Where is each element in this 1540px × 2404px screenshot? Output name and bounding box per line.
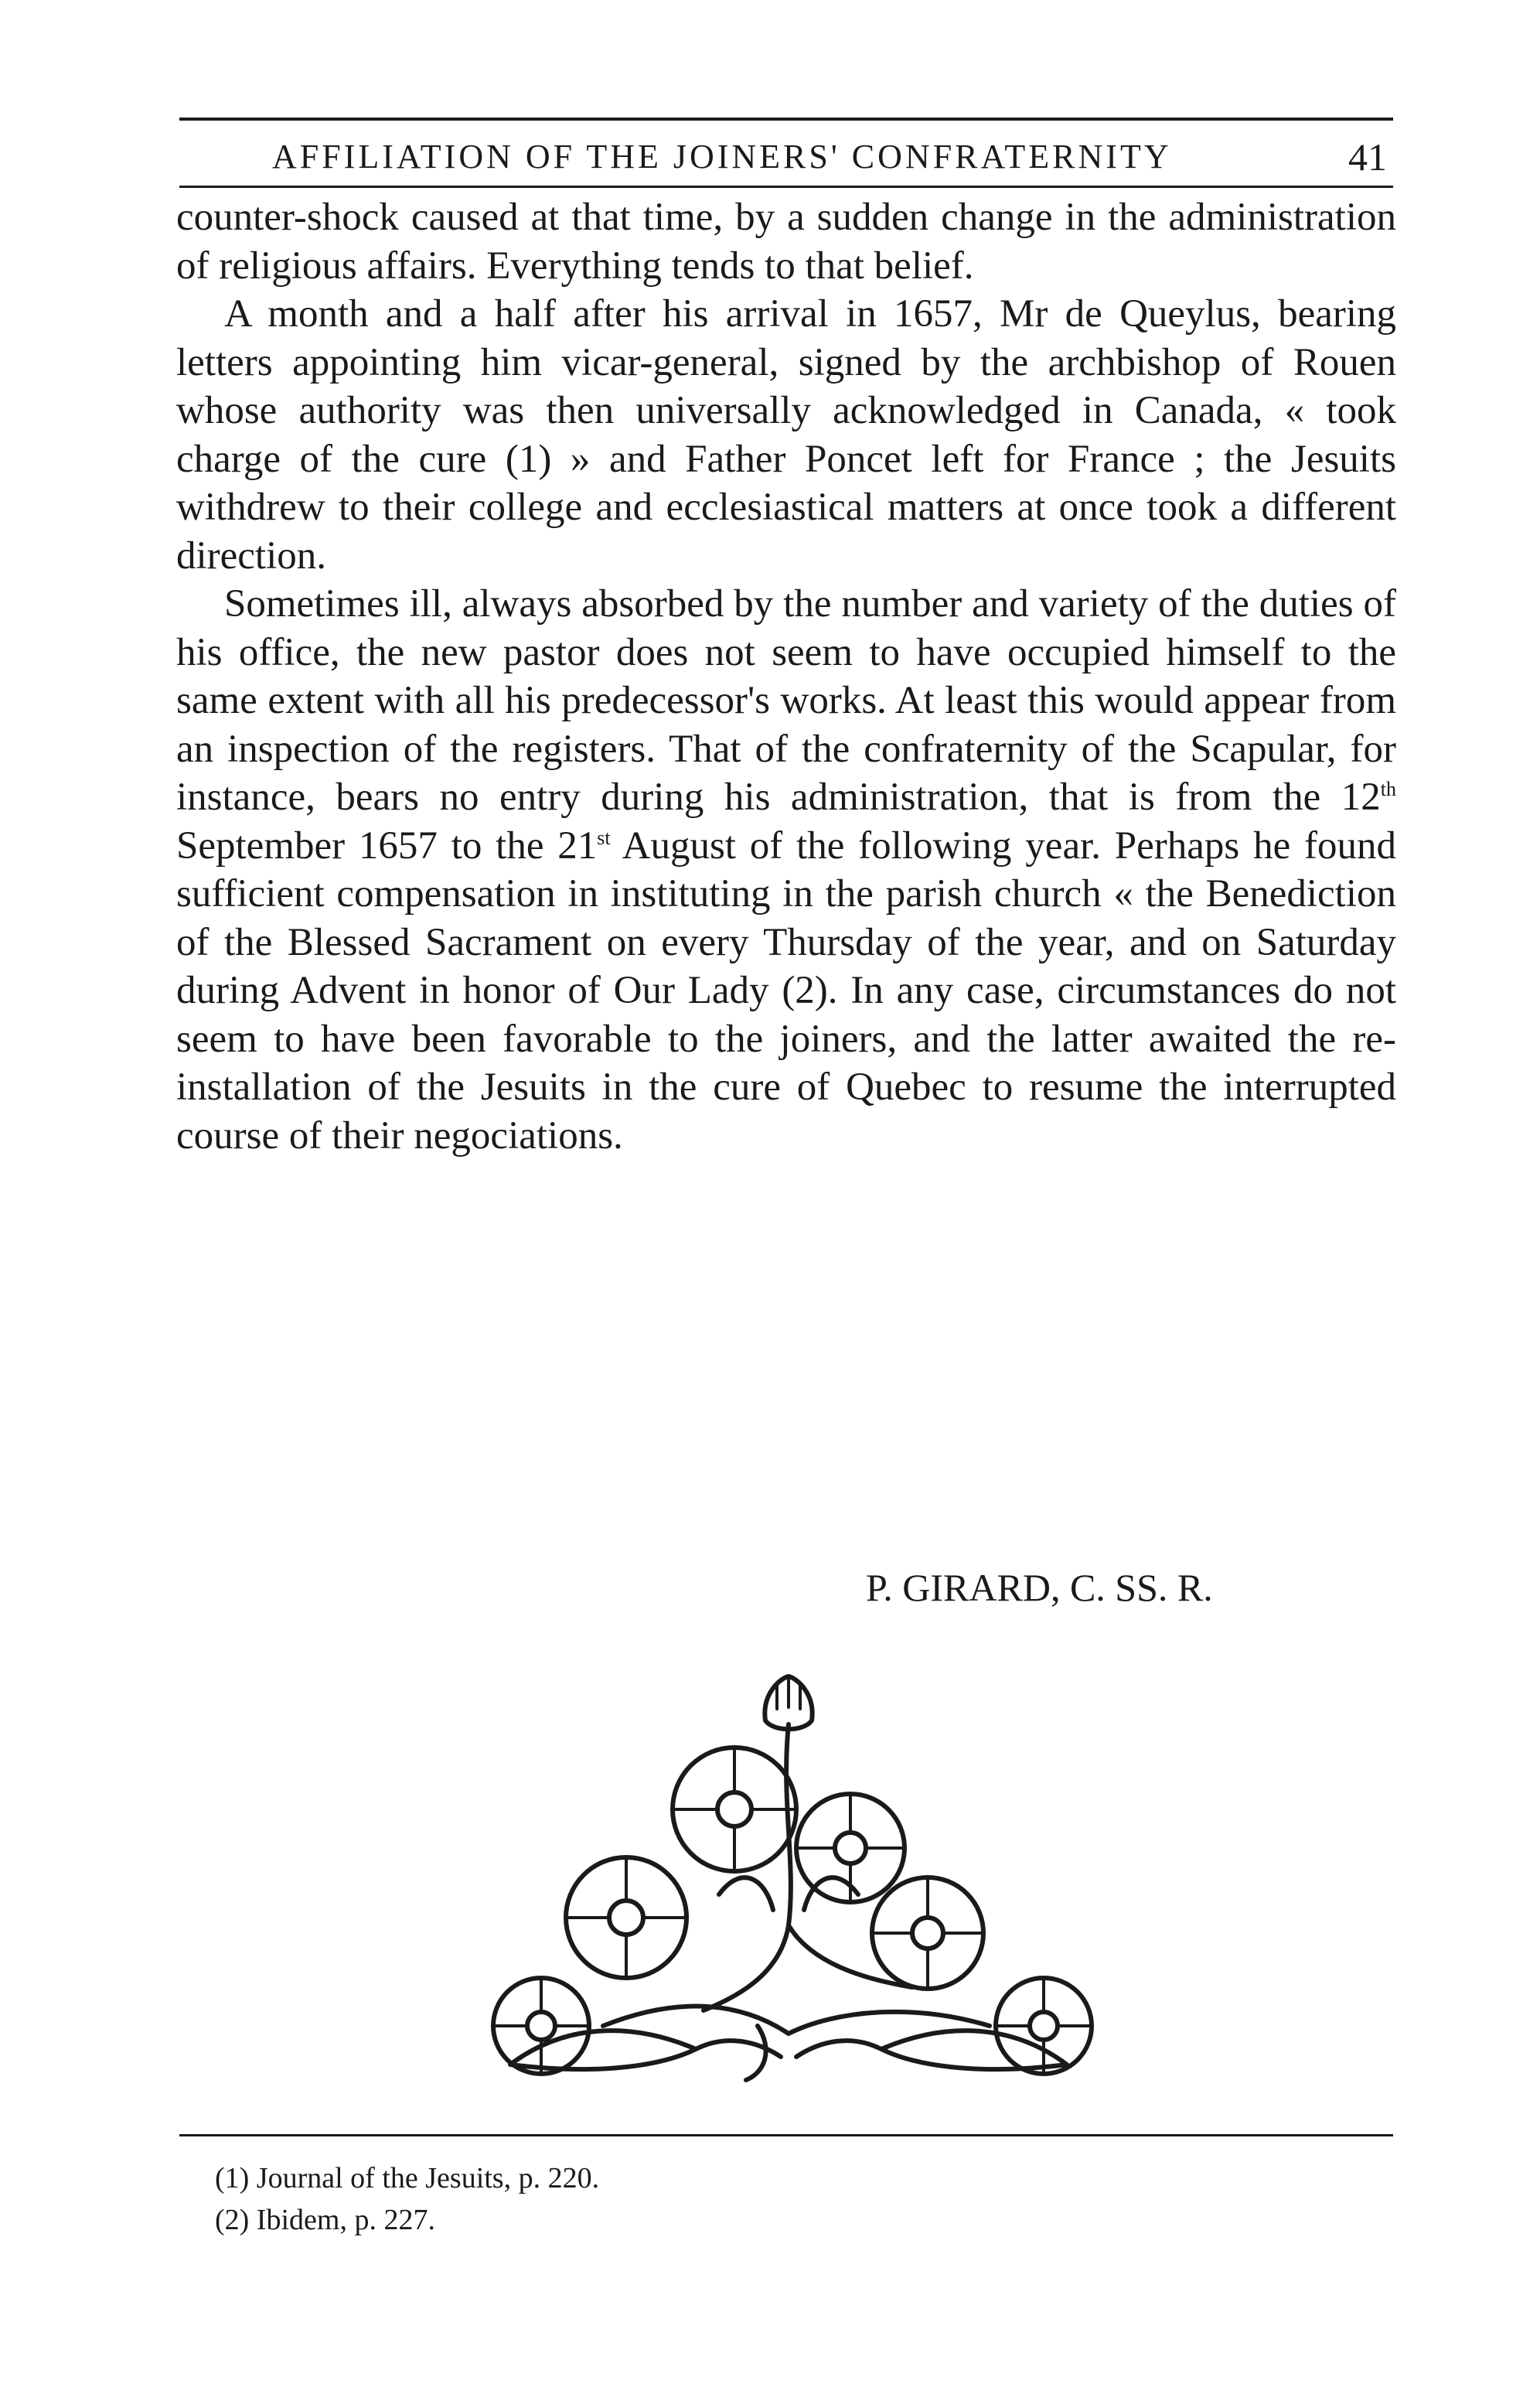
paragraph-3-part-3: August of the following year. Perhaps he found sufficient compensation in instituting in the parish church « the Benediction of the Blessed Sacrament on every Thursday of the year, and on Saturday during Advent in honor of Our Lady (2). In any case, circumstances do not seem to have been favorable to the joiners, and the latter awaited the re-installation of the Jesuits in the cure of Quebec to resume the interrupted course of their negociations. <box>176 823 1396 1158</box>
header-top-rule <box>179 118 1393 121</box>
running-title: AFFILIATION OF THE JOINERS' CONFRATERNITY <box>272 138 1172 176</box>
page-header <box>179 130 1393 184</box>
paragraph-3-part-1: Sometimes ill, always absorbed by the number and variety of the duties of his office, the new pastor does not seem to have occupied himself to the same extent with all his predecessor's works. At least this would appear from an inspection of the registers. That of the confraternity of the Scapular, for instance, bears no entry during his administration, that is from the 12 <box>176 582 1396 819</box>
header-bottom-rule <box>179 186 1393 188</box>
footnote-rule <box>179 2134 1393 2136</box>
paragraph-2: A month and a half after his arrival in 1657, Mr de Queylus, bearing letters appointing him vicar-general, signed by the archbishop of Rouen whose authority was then universally acknowledged in Canada, « took charge of the cure (1) » and Father Poncet left for France ; the Jesuits withdrew to their college and ecclesiastical matters at once took a different direction. <box>176 292 1396 578</box>
floral-vignette-icon <box>448 1662 1129 2095</box>
body-text <box>176 193 1396 1160</box>
paragraph-3 <box>176 580 1396 1160</box>
ordinal-superscript: th <box>1380 778 1396 800</box>
paragraph-3-part-2: September 1657 to the 21 <box>176 823 598 868</box>
footnote-1: (1) Journal of the Jesuits, p. 220. <box>215 2162 600 2194</box>
author-signature: P. GIRARD, C. SS. R. <box>866 1566 1213 1609</box>
page-number: 41 <box>1348 135 1387 179</box>
footnote-2: (2) Ibidem, p. 227. <box>215 2204 435 2236</box>
footnotes <box>215 2157 599 2241</box>
paragraph-1: counter-shock caused at that time, by a sudden change in the administration of religious affairs. Everything tends to that belief. <box>176 196 1396 288</box>
ordinal-superscript: st <box>597 826 611 849</box>
